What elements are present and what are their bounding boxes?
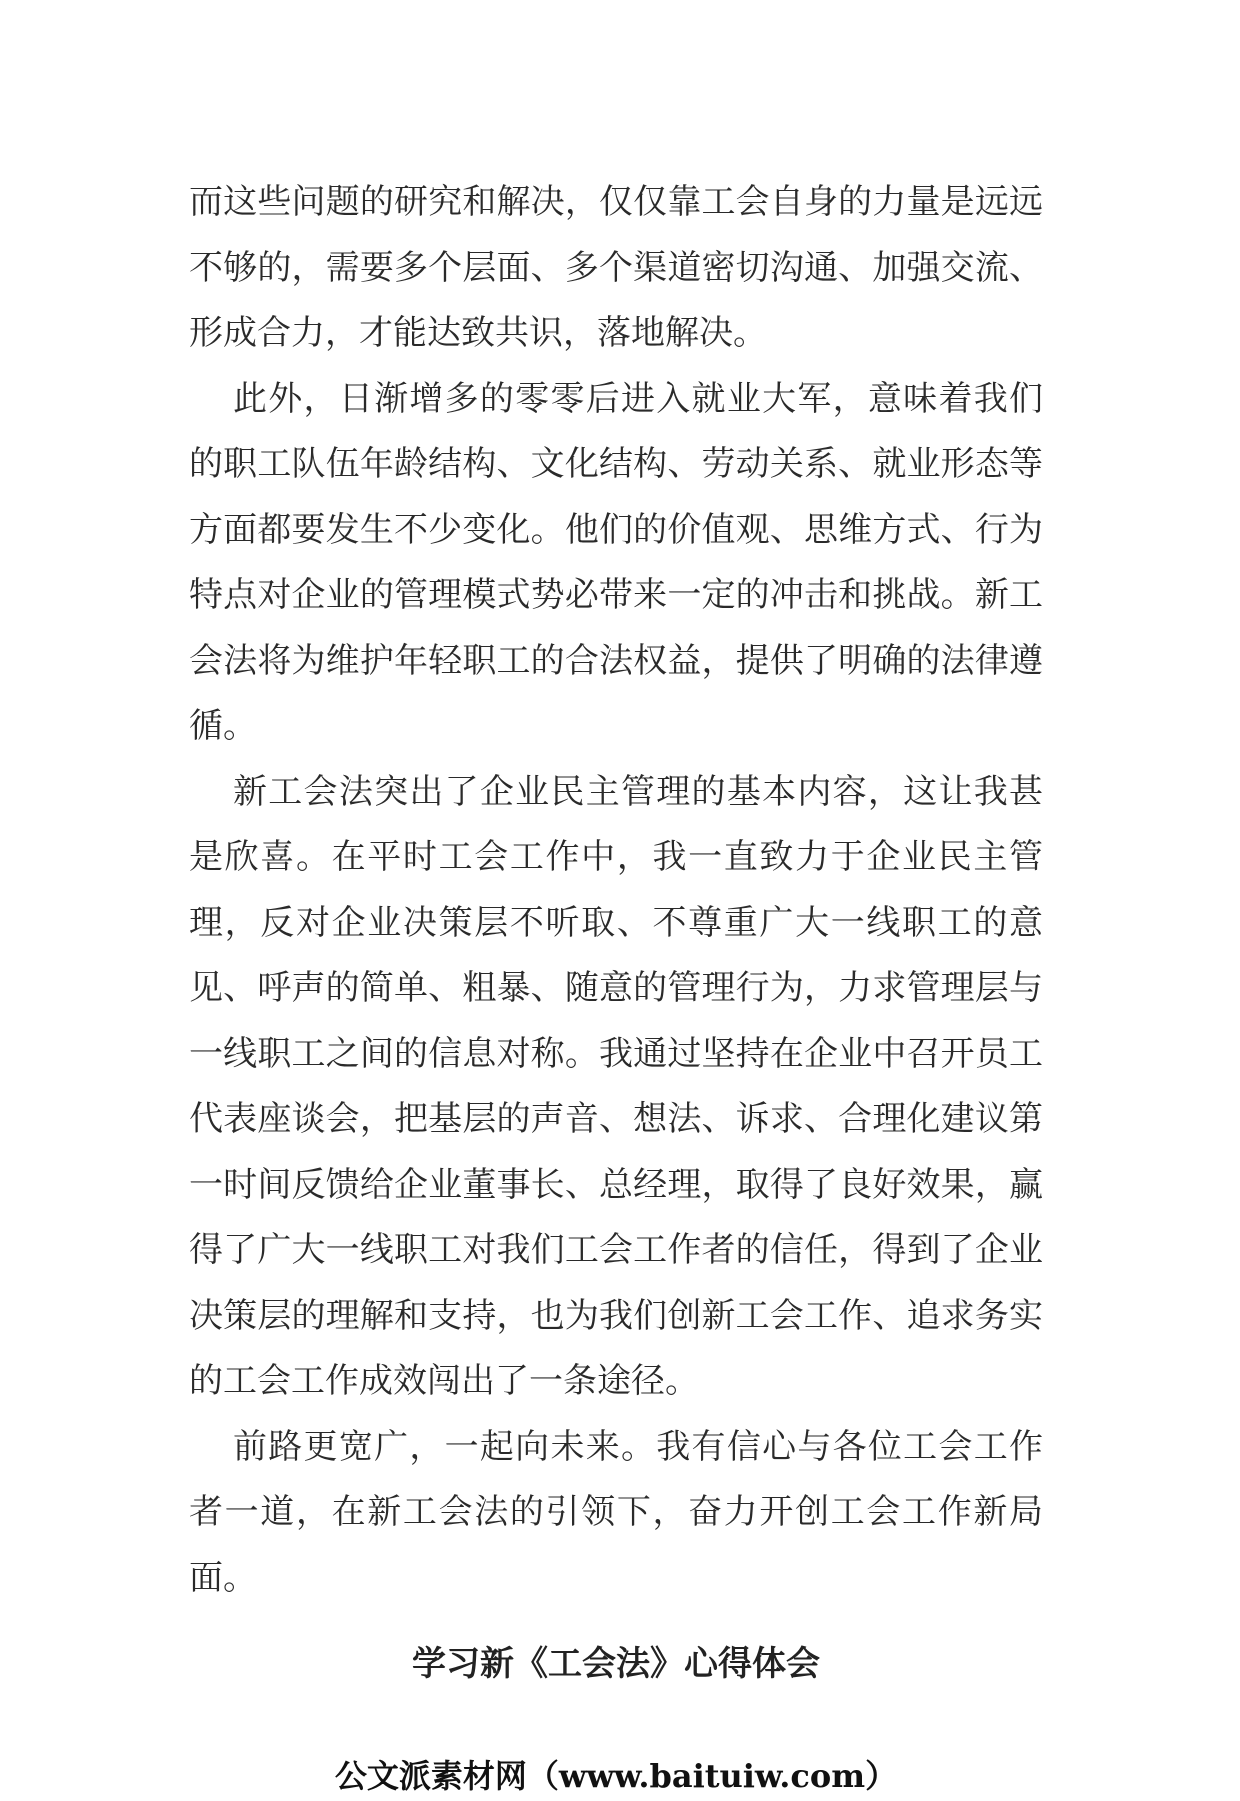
section-heading: 学习新《工会法》心得体会 — [412, 1644, 820, 1684]
paragraph: 此外，日渐增多的零零后进入就业大军，意味着我们的职工队伍年龄结构、文化结构、劳动关系、就业形态等方面都要发生不少变化。他们的价值观、思维方式、行为特点对企业的管理模式势必带来一定的冲击和挑战。新工会法将为维护年轻职工的合法权益，提供了明确的法律遵循。 — [189, 378, 1043, 746]
source-line: 公文派素材网（www.baituiw.com） — [334, 1757, 898, 1795]
paragraph: 前路更宽广，一起向未来。我有信心与各位工会工作者一道，在新工会法的引领下，奋力开创工会工作新局面。 — [189, 1426, 1043, 1598]
document-page — [189, 170, 1043, 1801]
paragraph-continuation: 而这些问题的研究和解决，仅仅靠工会自身的力量是远远不够的，需要多个层面、多个渠道密切沟通、加强交流、形成合力，才能达致共识，落地解决。 — [189, 182, 1043, 353]
paragraph: 新工会法突出了企业民主管理的基本内容，这让我甚是欣喜。在平时工会工作中，我一直致力于企业民主管理，反对企业决策层不听取、不尊重广大一线职工的意见、呼声的简单、粗暴、随意的管理行为，力求管理层与一线职工之间的信息对称。我通过坚持在企业中召开员工代表座谈会，把基层的声音、想法、诉求、合理化建议第一时间反馈给企业董事长、总经理，取得了良好效果，赢得了广大一线职工对我们工会工作者的信任，得到了企业决策层的理解和支持，也为我们创新工会工作、追求务实的工会工作成效闯出了一条途径。 — [189, 771, 1043, 1401]
